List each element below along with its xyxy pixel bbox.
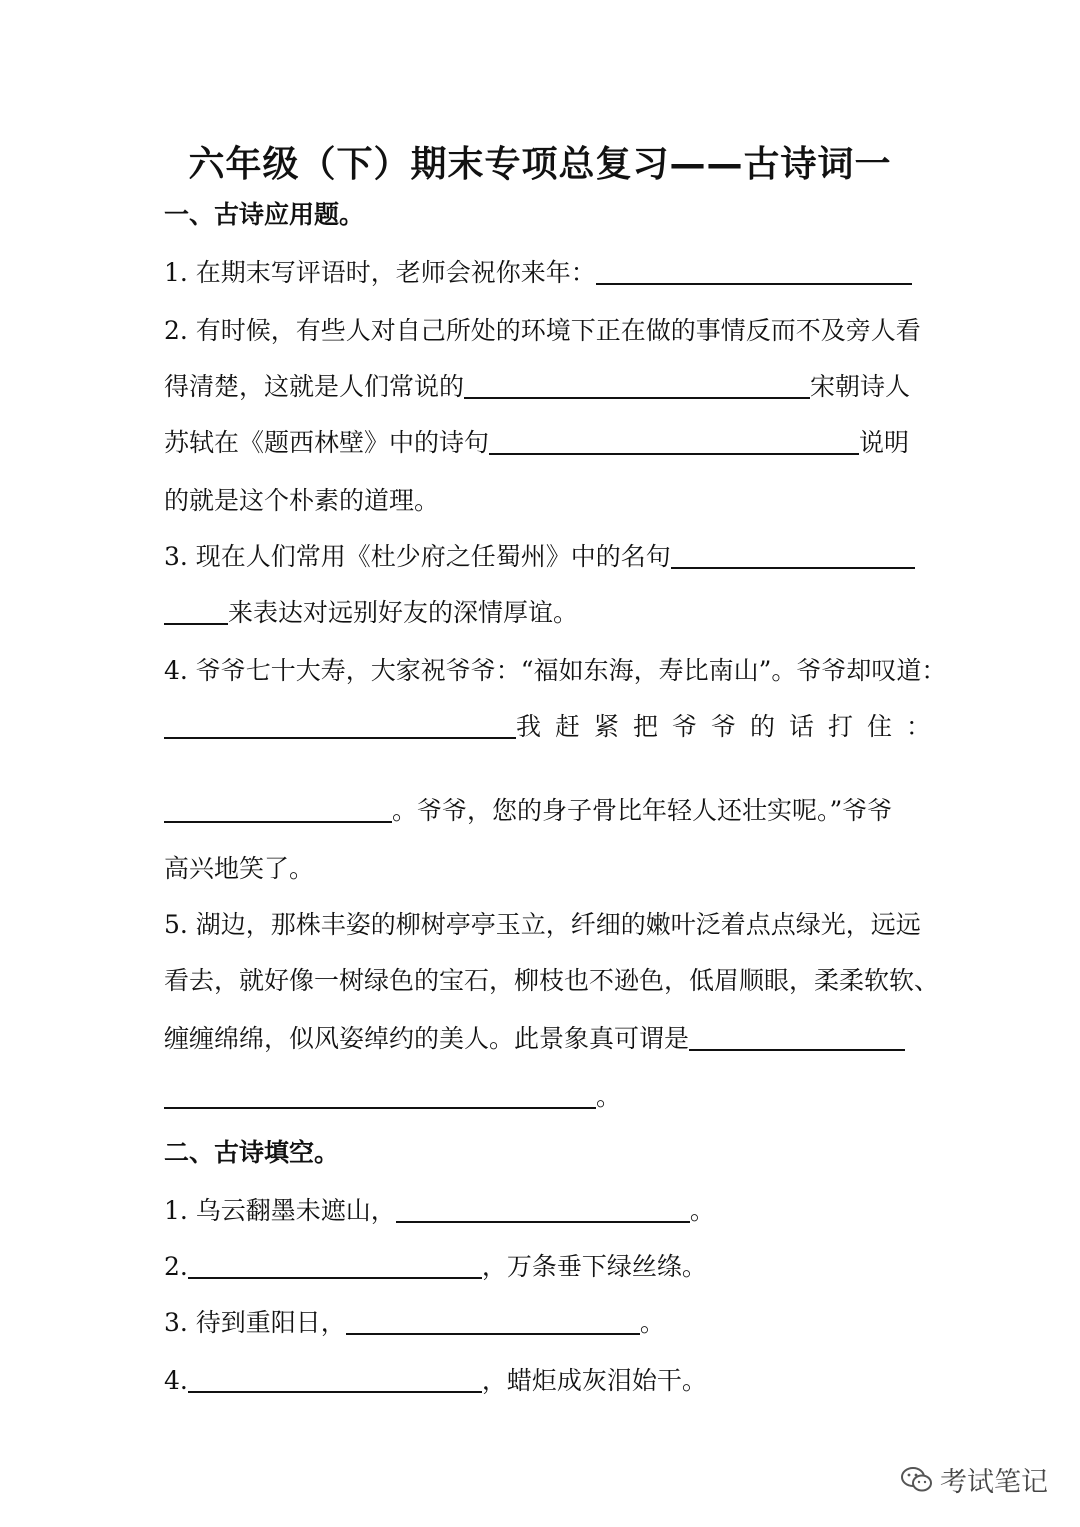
answer-blank[interactable] xyxy=(164,597,228,625)
question-1-2-line4: 的就是这个朴素的道理。 xyxy=(164,486,440,515)
question-text: 得清楚，这就是人们常说的 xyxy=(164,372,465,401)
question-text: ，蜡炬成灰泪始干。 xyxy=(481,1366,707,1395)
question-2-1 xyxy=(164,1194,916,1228)
answer-blank[interactable] xyxy=(188,1365,482,1393)
question-text: 3. 现在人们常用《杜少府之任蜀州》中的名句 xyxy=(164,542,671,571)
watermark xyxy=(900,1460,1048,1499)
answer-blank[interactable] xyxy=(164,795,392,823)
question-1-1 xyxy=(164,256,916,290)
watermark-text: 考试笔记 xyxy=(940,1467,1048,1498)
question-1-5-line3 xyxy=(164,1022,916,1056)
answer-blank[interactable] xyxy=(164,711,516,739)
question-1-4-line2 xyxy=(164,710,946,744)
question-text: 说明 xyxy=(859,428,910,457)
question-1-2-line2 xyxy=(164,370,916,404)
question-2-4 xyxy=(164,1364,916,1398)
question-2-2 xyxy=(164,1250,916,1284)
page-title: 六年级（下）期末专项总复习——古诗词一 xyxy=(188,144,892,185)
question-text: 苏轼在《题西林壁》中的诗句 xyxy=(164,428,490,457)
question-text: 我赶紧把爷爷的话打住： xyxy=(516,712,946,741)
question-text: 宋朝诗人 xyxy=(810,372,911,401)
question-text: 2. xyxy=(164,1252,188,1281)
question-1-3-line1 xyxy=(164,540,916,574)
answer-blank[interactable] xyxy=(489,427,859,455)
answer-blank[interactable] xyxy=(689,1023,905,1051)
question-text: ，万条垂下绿丝绦。 xyxy=(481,1252,707,1281)
question-1-2-line1: 2. 有时候，有些人对自己所处的环境下正在做的事情反而不及旁人看 xyxy=(164,316,921,345)
answer-blank[interactable] xyxy=(596,257,912,285)
question-1-2-line3 xyxy=(164,426,916,460)
answer-blank[interactable] xyxy=(464,371,810,399)
question-1-3-line2 xyxy=(164,596,916,630)
question-text: 。 xyxy=(689,1196,715,1225)
answer-blank[interactable] xyxy=(188,1251,482,1279)
question-1-4-line1: 4. 爷爷七十大寿，大家祝爷爷：“福如东海，寿比南山”。爷爷却叹道： xyxy=(164,656,947,685)
question-2-3 xyxy=(164,1306,916,1340)
wechat-icon xyxy=(900,1465,934,1495)
question-1-5-line4 xyxy=(164,1080,916,1114)
question-text: 4. xyxy=(164,1366,188,1395)
answer-blank[interactable] xyxy=(346,1307,640,1335)
question-text: 3. 待到重阳日， xyxy=(164,1308,346,1337)
answer-blank[interactable] xyxy=(396,1195,690,1223)
question-1-4-line3 xyxy=(164,794,916,828)
question-text: 。 xyxy=(639,1308,665,1337)
question-text: 1. 乌云翻墨未遮山， xyxy=(164,1196,396,1225)
answer-blank[interactable] xyxy=(671,541,915,569)
question-text: 1. 在期末写评语时，老师会祝你来年： xyxy=(164,258,596,287)
question-1-4-line4: 高兴地笑了。 xyxy=(164,854,315,883)
question-text: 。 xyxy=(596,1082,622,1111)
answer-blank[interactable] xyxy=(164,1081,596,1109)
question-text: 。爷爷，您的身子骨比年轻人还壮实呢。”爷爷 xyxy=(392,796,893,825)
question-1-5-line2: 看去，就好像一树绿色的宝石，柳枝也不逊色，低眉顺眼，柔柔软软、 xyxy=(164,966,940,995)
question-1-5-line1: 5. 湖边，那株丰姿的柳树亭亭玉立，纤细的嫩叶泛着点点绿光，远远 xyxy=(164,910,921,939)
question-text: 来表达对远别好友的深情厚谊。 xyxy=(228,598,579,627)
section-heading-2: 二、古诗填空。 xyxy=(164,1138,340,1167)
question-text: 缠缠绵绵，似风姿绰约的美人。此景象真可谓是 xyxy=(164,1024,690,1053)
section-heading-1: 一、古诗应用题。 xyxy=(164,200,365,229)
